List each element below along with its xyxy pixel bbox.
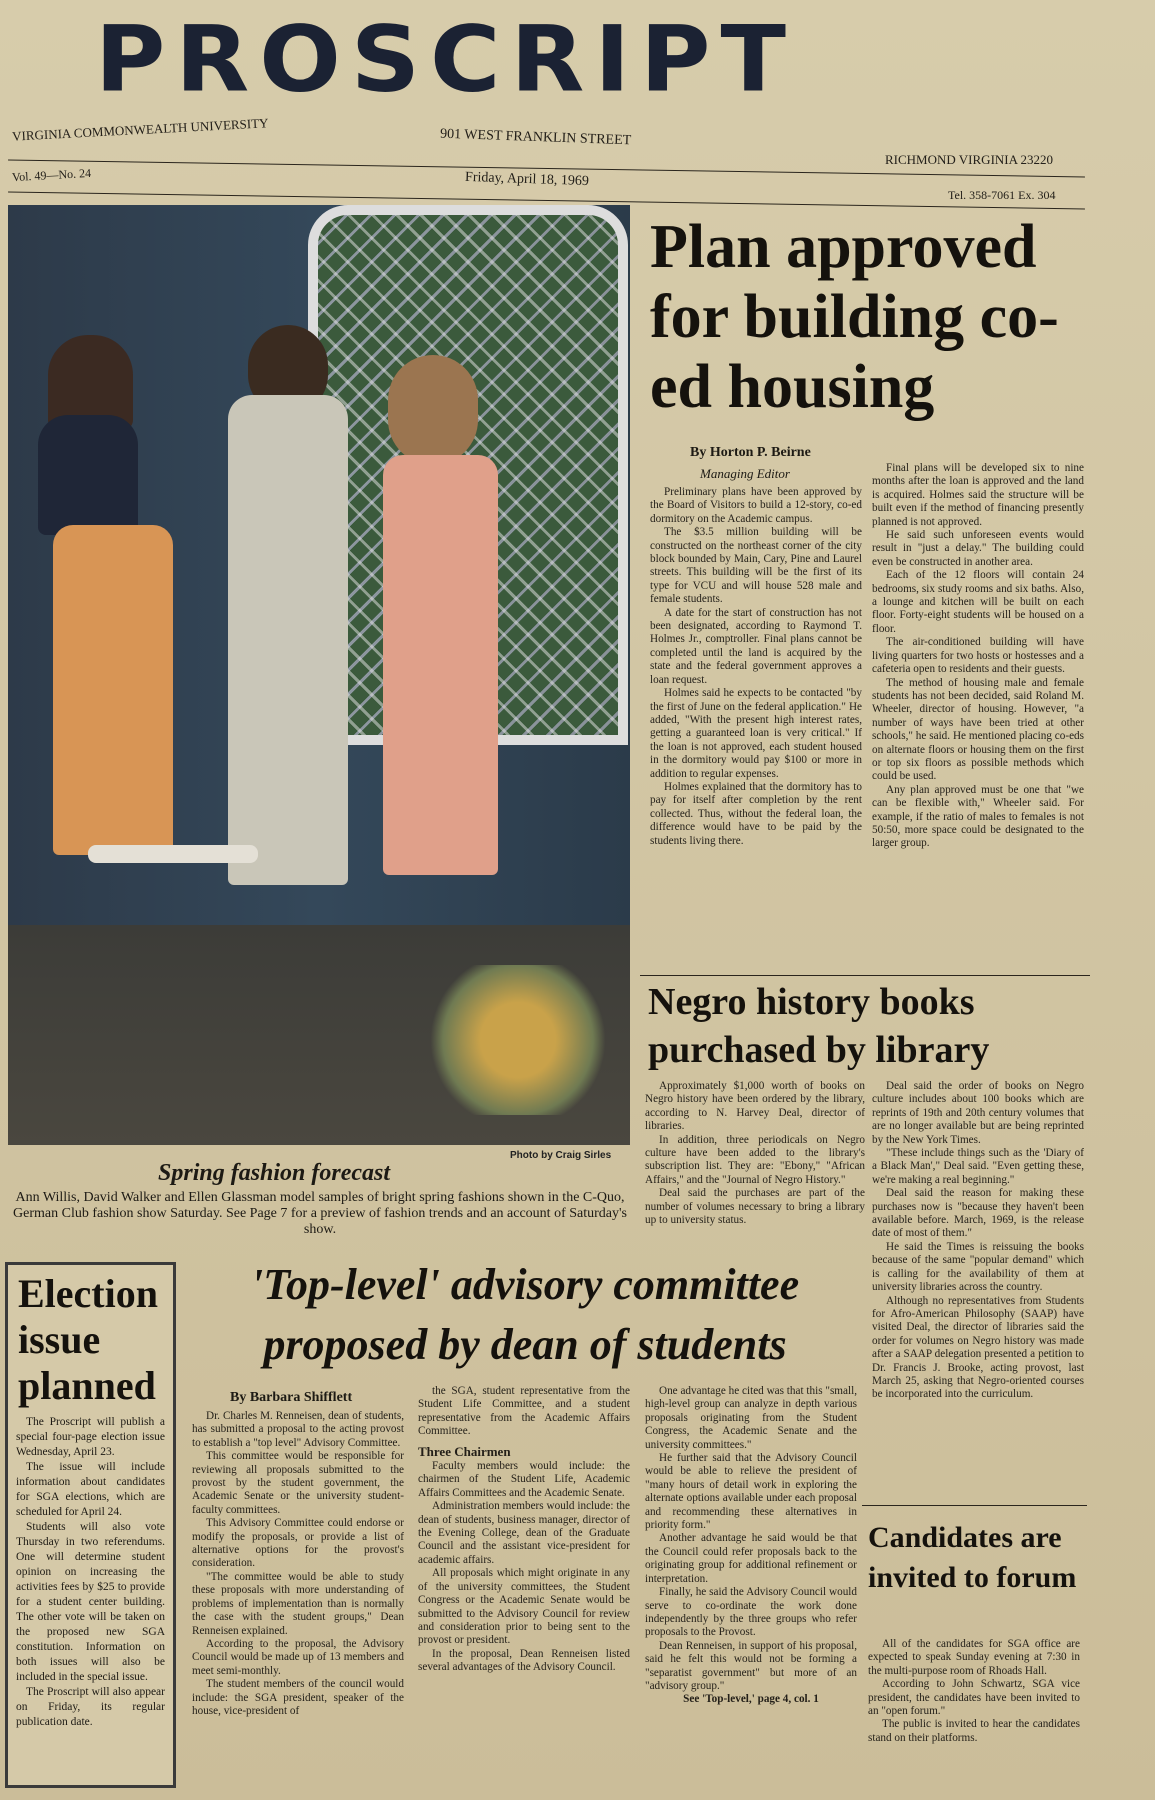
photo-credit: Photo by Craig Sirles — [510, 1150, 612, 1161]
committee-jump: See 'Top-level,' page 4, col. 1 — [683, 1693, 819, 1706]
forum-text: All of the candidates for SGA office are expected to speak Sunday evening at 7:30 in the multi-purpose room of Rhoads Hall. According to John Schwartz, SGA vice president, the candidates have been invited to an "open forum." The public is invited to hear the candidates stand on their platforms. — [868, 1638, 1080, 1744]
committee-headline: 'Top-level' advisory committee proposed by dean of students — [250, 1260, 800, 1369]
election-headline: Election issue planned — [18, 1271, 158, 1408]
masthead-title: PROSCRIPT — [95, 5, 796, 113]
committee-col-2: the SGA, student representative from the Student Life Committee, and a student representative from the Academic Affairs Committee. Three Chairmen Faculty members would include: the chairmen of the Student Life, Academic Affairs Committees and the Academic Senate. Administration members would include: the dean of students, business manager, director of the Evening College, dean of the Graduate Council and the assistant vice-president for academic affairs. All proposals which might originate in any of the university committees, the Student Congress or the Academic Senate would be submitted to the Advisory Council for review and consideration prior to being sent to the provost or president. In the proposal, Dean Renneisen listed several advantages of the Advisory Council. — [418, 1385, 630, 1674]
masthead-date: Friday, April 18, 1969 — [464, 169, 590, 190]
housing-headline: Plan approved for building co-ed housing — [650, 213, 1059, 421]
housing-col-2: Final plans will be developed six to nine months after the loan is approved and the land is acquired. Holmes said the structure will be built even if the method of financing presently planned is not approved. He said such unforeseen events would result in "just a delay." The building could even be constructed in another area. Each of the 12 floors will contain 24 bedrooms, six study rooms and six baths. Also, a lounge and kitchen will be built on each floor. Forty-eight students will be housed on a floor. The air-conditioned building will have living quarters for two hosts or hostesses and a cafeteria open to residents and their guests. The method of housing male and female students has not been decided, said Roland M. Wheeler, director of housing. However, "a number of ways have been tried at other schools," he said. He mentioned placing co-eds on alternate floors or housing them on the first or top six floors as possible methods which could be used. Any plan approved must be one that "we can be flexible with," Wheeler said. For example, if the ratio of males to females is not 50:50, more space could be designated to the larger group. — [872, 462, 1084, 850]
forum-headline: Candidates are invited to forum — [868, 1521, 1077, 1594]
committee-col-3: One advantage he cited was that this "small, high-level group can analyze in depth various proposals originating from the Student Congress, the Academic Senate and the university committees." He further said that the Advisory Council would be able to relieve the president of "many hours of detail work in exploring the alternate options available under each proposal and recommending these alternatives in priority form." Another advantage he said would be that the Council could refer proposals back to the originating group for additional refinement or interpretation. Finally, he said the Advisory Council would serve to co-ordinate the work done independently by the three groups who refer proposals to the Provost. Dean Renneisen, in support of his proposal, said he felt this would not be forming a "separatist government" but more of an "advisory group." See 'Top-level,' page 4, col. 1 — [645, 1385, 857, 1706]
garden-stool — [88, 845, 258, 863]
housing-byline-title: Managing Editor — [700, 466, 790, 481]
housing-byline: By Horton P. Beirne — [690, 445, 811, 460]
committee-byline: By Barbara Shifflett — [230, 1390, 353, 1405]
masthead-address: 901 WEST FRANKLIN STREET — [439, 126, 632, 149]
committee-subhead: Three Chairmen — [418, 1443, 511, 1459]
books-headline: Negro history books purchased by library — [648, 981, 990, 1071]
books-col-1: Approximately $1,000 worth of books on Negro history have been ordered by the library, according to N. Harvey Deal, director of libraries. In addition, three periodicals on Negro culture have been added to the library's subscription list. They are: "Ebony," "African Affairs," and the "Journal of Negro History." Deal said the purchases are part of the number of volumes necessary to bring a library up to university status. — [645, 1080, 865, 1227]
caption-text: Ann Willis, David Walker and Ellen Glassman model samples of bright spring fashions shown in the C-Quo, German Club fashion show Saturday. See Page 7 for a preview of fashion trends and an account of Saturday's show. — [13, 1190, 627, 1237]
masthead-phone: Tel. 358-7061 Ex. 304 — [948, 188, 1056, 202]
caption-title: Spring fashion forecast — [158, 1160, 391, 1186]
committee-col-1: Dr. Charles M. Renneisen, dean of students, has submitted a proposal to the acting provost to establish a "top level" Advisory Committee. This committee would be responsible for reviewing all proposals submitted to the provost by the student government, the Academic Senate or the university student-faculty committees. This Advisory Committee could endorse or modify the proposals, or provide a list of alternative options for the provost's consideration. "The committee would be able to study these proposals with more understanding of problems of implementation than is normally the case with the student groups," Dean Renneisen explained. According to the proposal, the Advisory Council would be made up of 13 members and meet semi-monthly. The student members of the council would include: the SGA president, speaker of the house, vice-president of — [192, 1410, 404, 1717]
masthead-city: RICHMOND VIRGINIA 23220 — [885, 152, 1054, 167]
flower-arrangement — [418, 965, 618, 1115]
masthead-volume: Vol. 49—No. 24 — [11, 165, 92, 185]
books-col-2: Deal said the order of books on Negro culture includes about 100 books which are reprints of 19th and 20th century volumes that are no longer available but are being reprinted by the New York Times. "These include things such as the 'Diary of a Black Man'," Deal said. "Even getting these, we're making a real beginning." Deal said the reason for making these purchases now is "because they haven't been available before. March, 1969, is the release date of most of them." He said the Times is reissuing the books because of the same "popular demand" which is calling for the availability of them at university libraries across the country. Although no representatives from Students for Afro-American Philosophy (SAAP) have visited Deal, the director of libraries said the order for volumes on Negro history was made after a SAAP delegation presented a petition to Dr. Francis J. Brooke, acting provost, last March 25, asking that Negro-oriented courses be incorporated into the curriculum. — [872, 1080, 1084, 1401]
masthead-university: VIRGINIA COMMONWEALTH UNIVERSITY — [11, 115, 269, 144]
forum-divider — [862, 1505, 1087, 1506]
election-box — [5, 1262, 176, 1788]
election-text: The Proscript will publish a special four-page election issue Wednesday, April 23. The issue will include information about candidates for SGA elections, which are scheduled for April 24. Students will also vote Thursday in two referendums. One will determine student opinion on increasing the activities fees by $25 to provide for a student center building. The other vote will be taken on the proposed new SGA constitution. Information on both issues will also be included in the special issue. The Proscript will also appear on Friday, its regular publication date. — [16, 1416, 165, 1728]
housing-col-1: Preliminary plans have been approved by the Board of Visitors to build a 12-story, co-ed dormitory on the Academic campus. The $3.5 million building will be constructed on the northeast corner of the city block bounded by Main, Cary, Pine and Laurel streets. This building will be the first of its type for VCU and will house 528 male and female students. A date for the start of construction has not been designated, according to Raymond T. Holmes Jr., comptroller. Final plans cannot be completed until the land is acquired by the state and the federal government approves a loan request. Holmes said he expects to be contacted "by the first of June on the federal application." He added, "With the present high interest rates, getting a guaranteed loan is very critical." If the loan is not approved, each student housed in the dormitory would pay $100 or more in addition to regular expenses. Holmes explained that the dormitory has to pay for itself after completion by the rent collected. Thus, without the federal loan, the difference would have to be paid by the students living there. — [650, 486, 862, 847]
fashion-photo — [8, 205, 630, 1145]
books-divider — [640, 975, 1090, 976]
